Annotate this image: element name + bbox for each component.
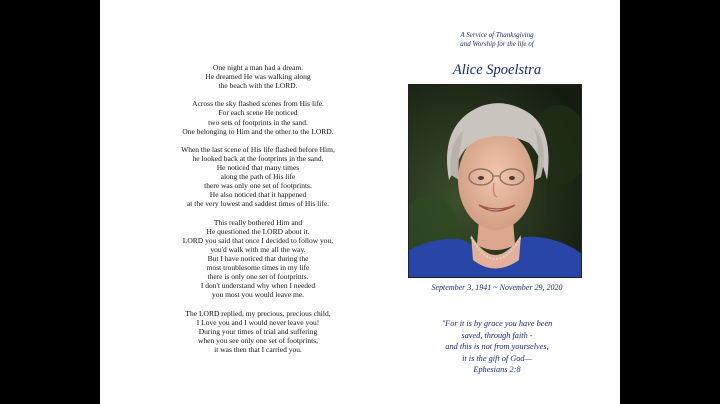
poem-line: He dreamed He was walking along [205,72,311,82]
life-dates: September 3, 1941 ~ November 29, 2020 [431,283,563,292]
verse-line-1: "For it is by grace you have been [441,319,553,328]
verse-line-4: it is the gift of God— [462,353,532,363]
poem-line: The LORD replied, my precious, precious child, [185,308,331,318]
poem-line: I Love you and I would never leave you! [196,317,320,327]
poem-line: But I have noticed that during the [207,253,309,263]
poem-line: the beach with the LORD. [218,81,298,91]
poem-line: LORD you said that once I decided to follow you, [182,235,334,245]
verse-reference: Ephesians 2:8 [473,365,521,375]
deceased-name: Alice Spoelstra [452,62,542,78]
poem-line: there is only one set of footprints. [207,272,309,282]
poem-stanza-5 [102,309,414,354]
poem-line: For each scene He noticed [218,108,298,118]
poem-stanza-4 [102,218,414,300]
poem-line: One night a man had a dream. [212,63,304,72]
poem-line: he looked back at the footprints in the sand. [192,153,324,163]
poem-line: two sets of footprints in the sand. [208,117,308,127]
poem-line: at the very lowest and saddest times of His life. [186,199,330,209]
poem-line: He questioned the LORD about it. [206,226,310,236]
poem-line: most troublesome times in my life [206,263,310,273]
poem-stanza-3 [102,145,414,209]
poem-stanza-2 [102,99,414,135]
service-line-2: and Worship for the life of [460,40,534,48]
footprints-poem [102,63,414,363]
poem-line: This really bothered Him and [213,217,303,227]
poem-stanza-1 [102,63,414,90]
poem-line: there was only one set of footprints. [204,181,312,191]
poem-line: When the last scene of His life flashed before Him, [181,144,335,154]
scripture-verse [404,318,590,376]
portrait-photo [408,84,582,278]
poem-line: He also noticed that it happened [209,190,307,200]
poem-line: One belonging to Him and the other to the LORD. [182,126,334,136]
poem-line: you'd walk with me all the way. [210,244,306,254]
poem-line: it was then that I carried you. [214,344,302,354]
service-line-1: A Service of Thanksgiving [460,31,534,39]
poem-line: when you see only one set of footprints, [198,335,318,345]
service-heading [404,31,590,49]
verse-line-3: and this is not from yourselves, [445,342,549,352]
poem-line: During your times of trial and suffering [198,326,318,336]
verse-line-2: saved, through faith - [461,330,533,340]
poem-line: I don't understand why when I needed [200,281,316,291]
poem-line: you most you would leave me. [211,290,305,300]
poem-line: along the path of His life [220,172,296,182]
poem-line: He noticed that many times [216,163,300,173]
poem-line: Across the sky flashed scenes from His life. [192,99,324,109]
